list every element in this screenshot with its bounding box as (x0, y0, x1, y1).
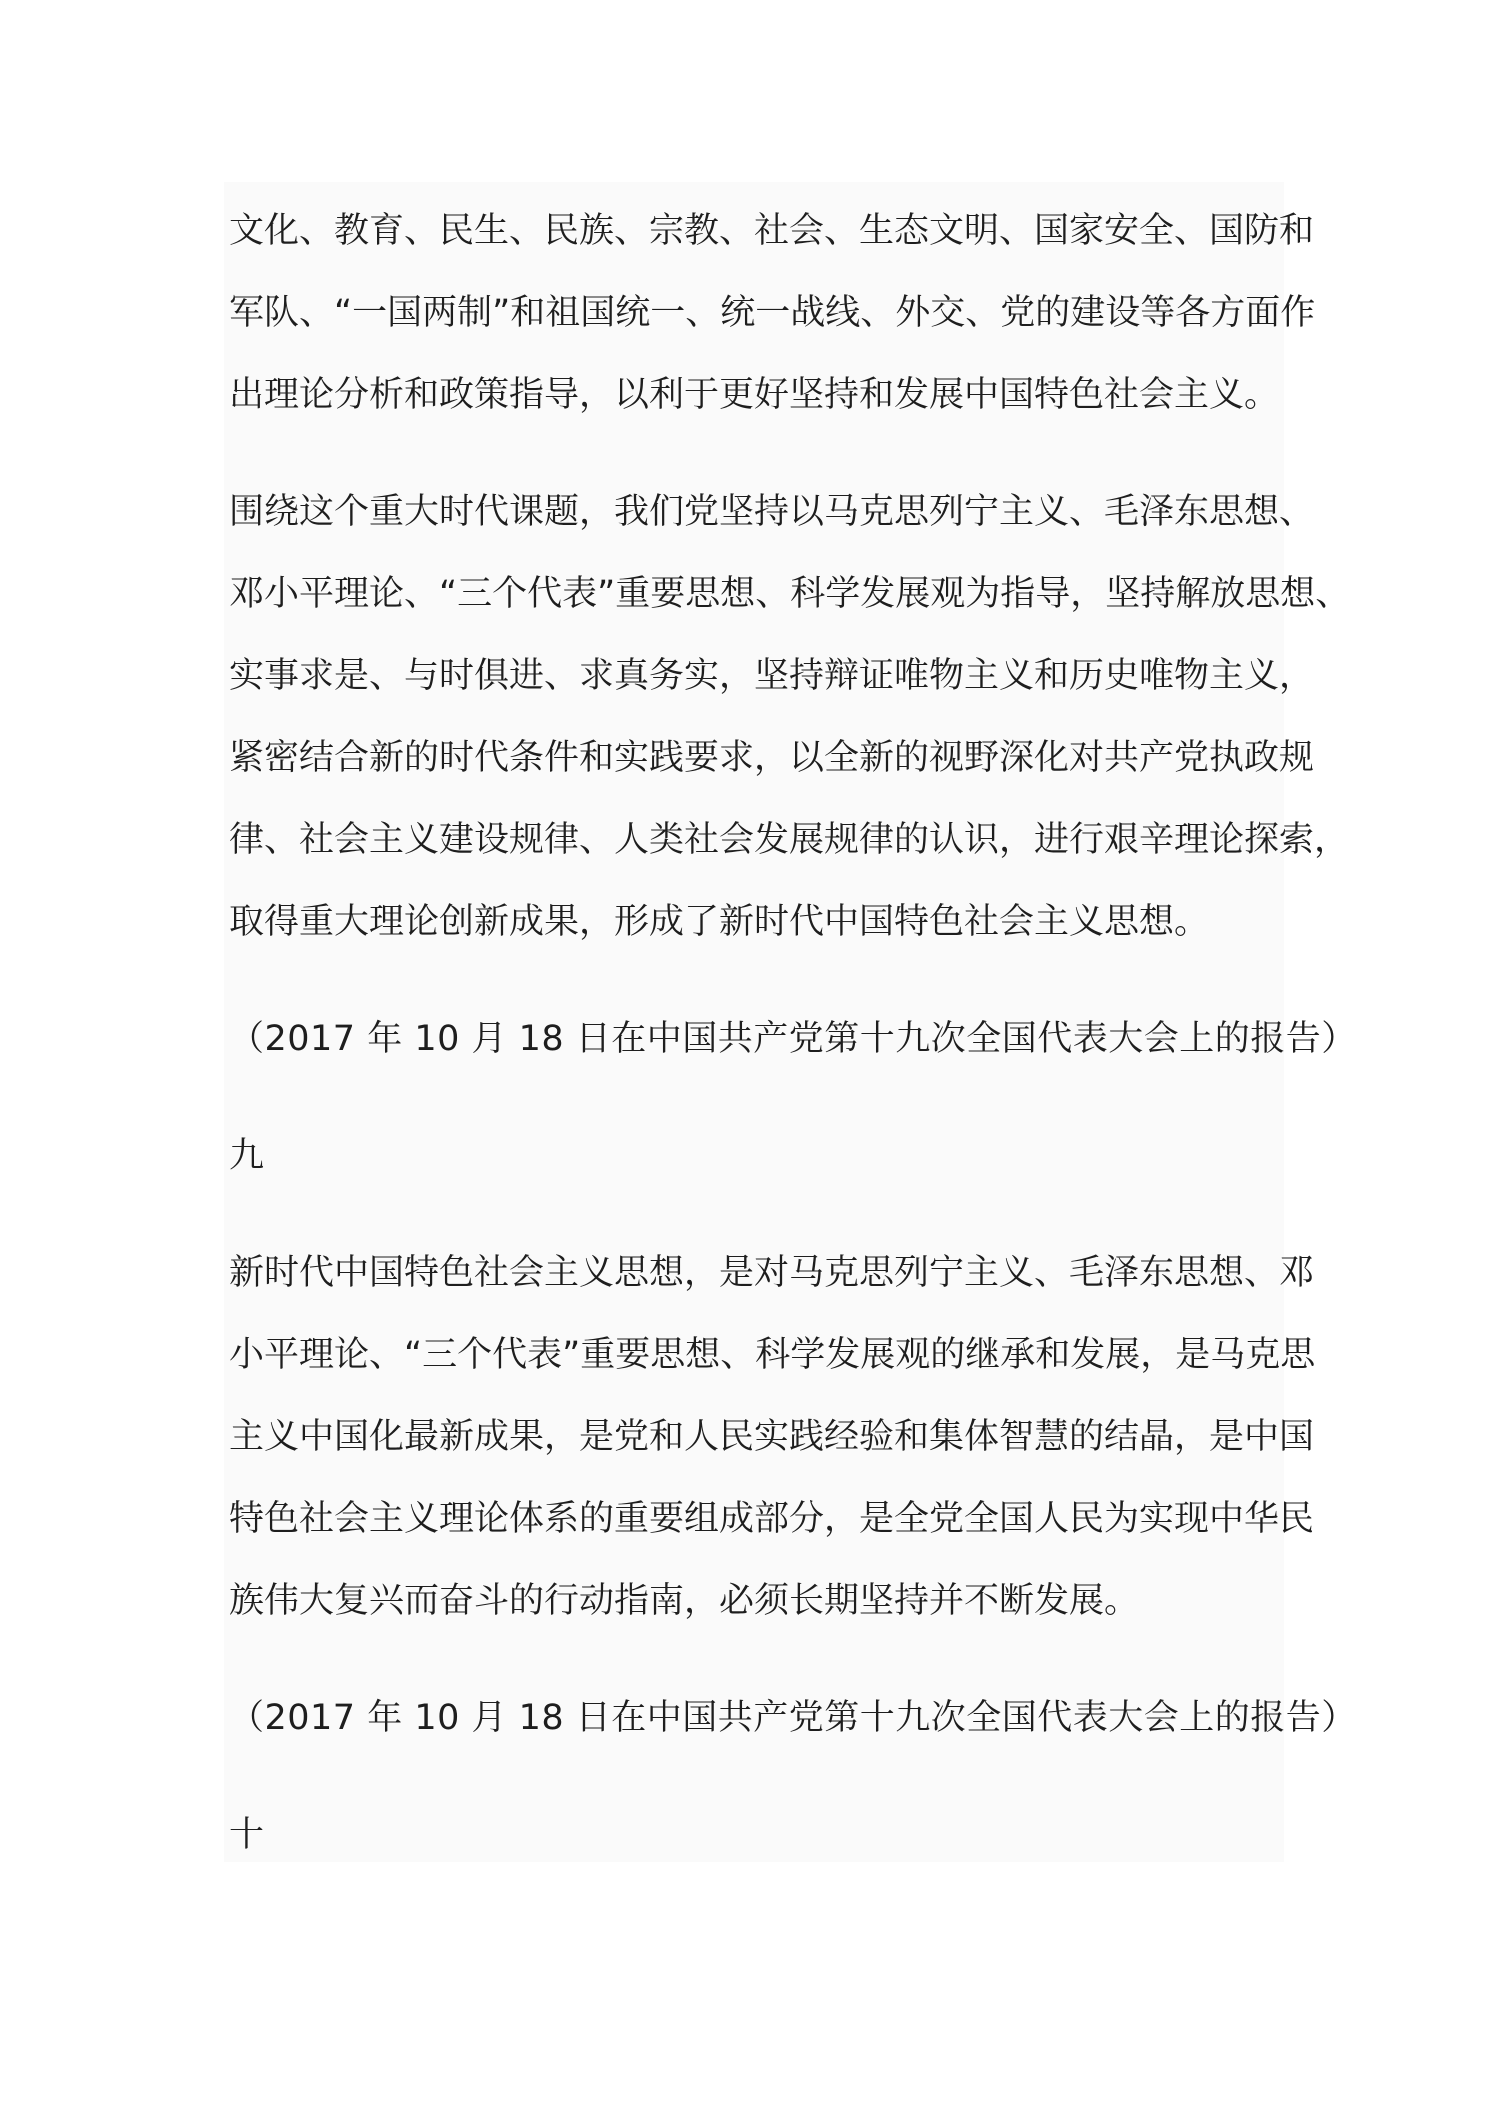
text-line: 紧密结合新的时代条件和实践要求，以全新的视野深化对共产党执政规 (229, 738, 1315, 778)
text-line: 实事求是、与时俱进、求真务实，坚持辩证唯物主义和历史唯物主义， (229, 656, 1315, 696)
text-line: 文化、教育、民生、民族、宗教、社会、生态文明、国家安全、国防和 (229, 211, 1315, 251)
text-line: 新时代中国特色社会主义思想，是对马克思列宁主义、毛泽东思想、邓 (229, 1253, 1315, 1293)
document-body (229, 190, 1357, 1876)
paragraph-3 (229, 1232, 1316, 1642)
text-line: 围绕这个重大时代课题，我们党坚持以马克思列宁主义、毛泽东思想、 (229, 492, 1315, 532)
text-line: 军队、“一国两制”和祖国统一、统一战线、外交、党的建设等各方面作 (229, 293, 1316, 333)
text-line: 特色社会主义理论体系的重要组成部分，是全党全国人民为实现中华民 (229, 1499, 1315, 1539)
citation-2: （2017 年 10 月 18 日在中国共产党第十九次全国代表大会上的报告） (229, 1698, 1357, 1738)
text-line: 出理论分析和政策指导，以利于更好坚持和发展中国特色社会主义。 (229, 375, 1280, 415)
text-line: 律、社会主义建设规律、人类社会发展规律的认识，进行艰辛理论探索， (229, 820, 1350, 860)
text-line: 小平理论、“三个代表”重要思想、科学发展观的继承和发展，是马克思 (229, 1335, 1316, 1375)
text-line: 邓小平理论、“三个代表”重要思想、科学发展观为指导，坚持解放思想、 (229, 574, 1351, 614)
section-number-ten: 十 (229, 1815, 265, 1855)
text-line: 族伟大复兴而奋斗的行动指南，必须长期坚持并不断发展。 (229, 1581, 1140, 1621)
text-line: 取得重大理论创新成果，形成了新时代中国特色社会主义思想。 (229, 902, 1210, 942)
paragraph-2 (229, 471, 1351, 963)
text-line: 主义中国化最新成果，是党和人民实践经验和集体智慧的结晶，是中国 (229, 1417, 1315, 1457)
paragraph-1 (229, 190, 1316, 436)
citation-1: （2017 年 10 月 18 日在中国共产党第十九次全国代表大会上的报告） (229, 1019, 1357, 1059)
section-number-nine: 九 (229, 1136, 265, 1176)
